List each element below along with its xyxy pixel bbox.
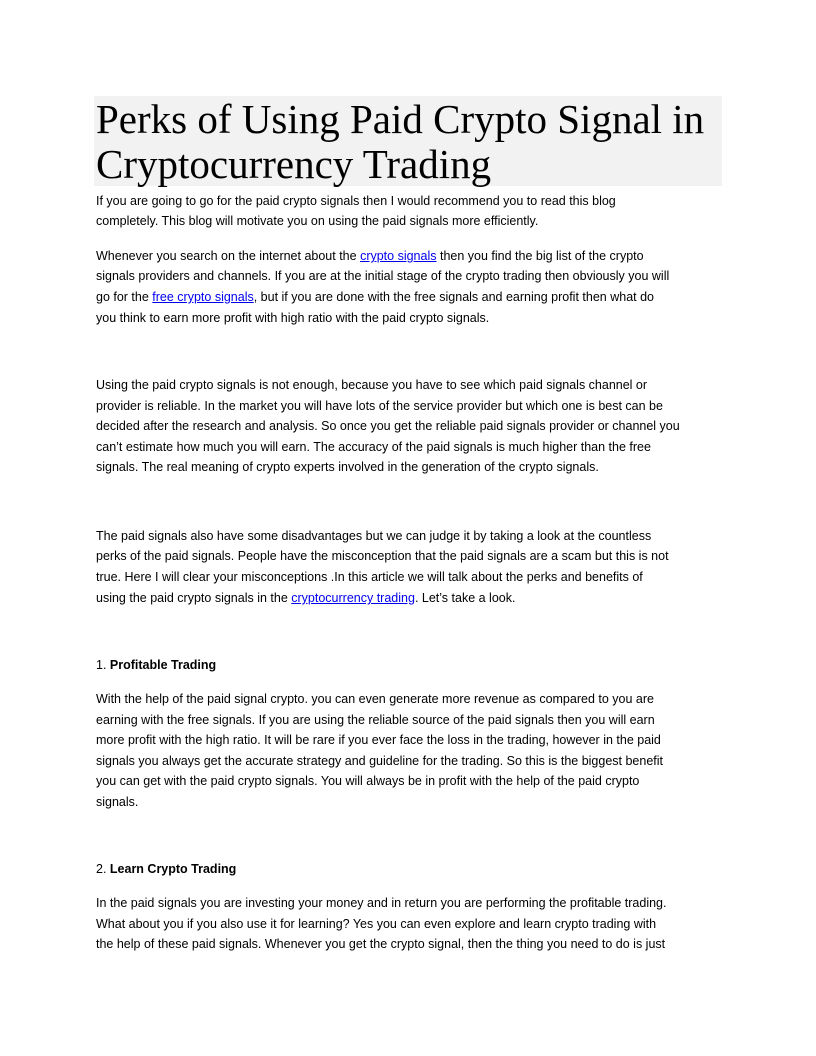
title-block (94, 96, 722, 186)
section1-line-3: more profit with the high ratio. It will be rare if you ever face the loss in the trading, however in the paid (96, 733, 661, 747)
section1-line-5: you can get with the paid crypto signals. You will always be in profit with the help of the paid crypto (96, 774, 640, 788)
para3-line-5: signals. The real meaning of crypto experts involved in the generation of the crypto signals. (96, 460, 599, 474)
para3-line-3: decided after the research and analysis. So once you get the reliable paid signals provider or channel you (96, 419, 680, 433)
para3-line-4: can’t estimate how much you will earn. The accuracy of the paid signals is much higher than the free (96, 440, 651, 454)
section2-heading (96, 861, 236, 877)
section2-line-1: In the paid signals you are investing your money and in return you are performing the profitable trading. (96, 896, 667, 910)
section1-number: 1. (96, 658, 110, 672)
para2-line-1 (96, 248, 644, 264)
crypto-signals-link[interactable]: crypto signals (360, 249, 437, 263)
para4-line-4 (96, 590, 515, 606)
para4-text: using the paid crypto signals in the (96, 591, 292, 605)
section2-title: Learn Crypto Trading (109, 862, 237, 876)
para4-line-1: The paid signals also have some disadvantages but we can judge it by taking a look at the countless (96, 529, 652, 543)
section2-number: 2. (96, 862, 110, 876)
para4-line-3: true. Here I will clear your misconceptions .In this article we will talk about the perks and benefits of (96, 570, 643, 584)
section1-title: Profitable Trading (109, 658, 217, 672)
para2-line-3 (96, 289, 654, 305)
para4-text: . Let’s take a look. (414, 591, 516, 605)
section1-line-6: signals. (96, 795, 139, 809)
section1-line-1: With the help of the paid signal crypto. you can even generate more revenue as compared to you are (96, 692, 654, 706)
para2-line-2: signals providers and channels. If you are at the initial stage of the crypto trading then obviously you will (96, 269, 670, 283)
para3-line-2: provider is reliable. In the market you will have lots of the service provider but which one is best can be (96, 399, 663, 413)
cryptocurrency-trading-link[interactable]: cryptocurrency trading (291, 591, 415, 605)
section2-line-2: What about you if you also use it for learning? Yes you can even explore and learn crypto trading with (96, 917, 657, 931)
page-title-line-1: Perks of Using Paid Crypto Signal in (96, 96, 705, 142)
page-title-line-2: Cryptocurrency Trading (96, 141, 492, 187)
para2-text: go for the (96, 290, 153, 304)
section2-line-3: the help of these paid signals. Whenever you get the crypto signal, then the thing you need to do is just (96, 937, 666, 951)
para2-text: Whenever you search on the internet about the (96, 249, 361, 263)
section1-line-2: earning with the free signals. If you are using the reliable source of the paid signals then you will earn (96, 713, 655, 727)
intro-line-1: If you are going to go for the paid crypto signals then I would recommend you to read this blog (96, 194, 616, 208)
para2-line-4: you think to earn more profit with high ratio with the paid crypto signals. (96, 311, 490, 325)
intro-line-2: completely. This blog will motivate you on using the paid signals more efficiently. (96, 214, 539, 228)
para2-text: then you find the big list of the crypto (436, 249, 644, 263)
para2-text: , but if you are done with the free signals and earning profit then what do (253, 290, 654, 304)
free-crypto-signals-link[interactable]: free crypto signals (152, 290, 254, 304)
para3-line-1: Using the paid crypto signals is not enough, because you have to see which paid signals channel or (96, 378, 648, 392)
section1-heading (96, 657, 216, 673)
para4-line-2: perks of the paid signals. People have the misconception that the paid signals are a scam but this is not (96, 549, 669, 563)
section1-line-4: signals you always get the accurate strategy and guideline for the trading. So this is the biggest benefit (96, 754, 664, 768)
